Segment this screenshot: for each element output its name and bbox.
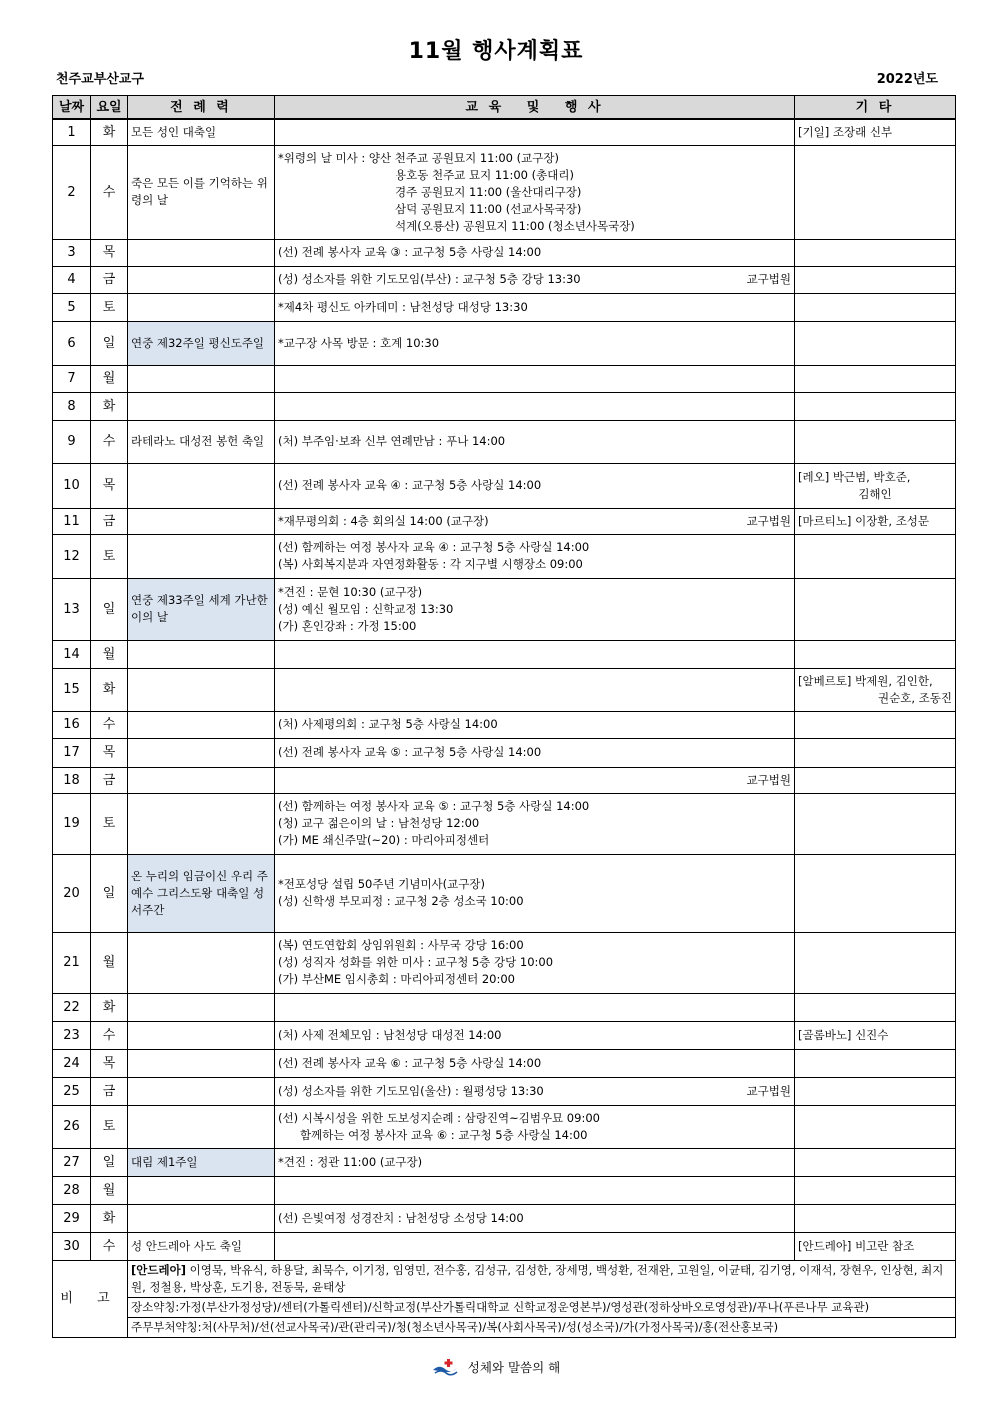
misc-cell bbox=[795, 1021, 956, 1049]
date-cell: 29 bbox=[53, 1204, 91, 1232]
weekday-cell: 토 bbox=[91, 534, 128, 578]
events-cell bbox=[275, 1204, 795, 1232]
liturgy-cell: 연중 제33주일 세계 가난한 이의 날 bbox=[128, 578, 275, 640]
notes-andrea bbox=[128, 1260, 956, 1297]
header-misc: 기 타 bbox=[795, 96, 956, 120]
header-events: 교 육 및 행 사 bbox=[275, 96, 795, 120]
date-cell: 27 bbox=[53, 1148, 91, 1176]
misc-cell bbox=[795, 534, 956, 578]
schedule-row bbox=[53, 793, 956, 854]
liturgy-cell bbox=[128, 266, 275, 293]
misc-cell bbox=[795, 668, 956, 711]
schedule-row bbox=[53, 1077, 956, 1105]
misc-cell bbox=[795, 293, 956, 321]
schedule-row bbox=[53, 365, 956, 392]
weekday-cell: 월 bbox=[91, 365, 128, 392]
schedule-row bbox=[53, 321, 956, 365]
event-line: 함께하는 여정 봉사자 교육 ⑥ : 교구청 5층 사랑실 14:00 bbox=[300, 1127, 588, 1142]
misc-cell bbox=[795, 508, 956, 534]
misc-cell bbox=[795, 1148, 956, 1176]
events-cell bbox=[275, 932, 795, 993]
date-cell: 23 bbox=[53, 1021, 91, 1049]
header-weekday: 요일 bbox=[91, 96, 128, 120]
date-cell: 6 bbox=[53, 321, 91, 365]
event-line: (가) 부산ME 임시총회 : 마리아피정센터 20:00 bbox=[278, 972, 515, 986]
liturgy-cell bbox=[128, 534, 275, 578]
misc-cell bbox=[795, 738, 956, 767]
events-cell bbox=[275, 578, 795, 640]
date-cell: 28 bbox=[53, 1176, 91, 1204]
event-line: (선) 함께하는 여정 봉사자 교육 ④ : 교구청 5층 사랑실 14:00 bbox=[278, 540, 590, 554]
events-cell bbox=[275, 463, 795, 508]
date-cell: 3 bbox=[53, 239, 91, 266]
events-cell bbox=[275, 1148, 795, 1176]
liturgy-cell bbox=[128, 932, 275, 993]
schedule-row bbox=[53, 1176, 956, 1204]
liturgy-cell bbox=[128, 365, 275, 392]
misc-cell bbox=[795, 321, 956, 365]
event-line: *견진 : 문현 10:30 (교구장) bbox=[278, 584, 423, 599]
schedule-row bbox=[53, 1204, 956, 1232]
weekday-cell: 토 bbox=[91, 793, 128, 854]
misc-cell bbox=[795, 1077, 956, 1105]
notes-places: 장소약칭:가정(부산가정성당)/센터(가톨릭센터)/신학교정(부산가톨릭대학교 신학교정운영본부)/영성관(정하상바오로영성관)/푸나(푸른나무 교육관) bbox=[128, 1297, 956, 1317]
schedule-row bbox=[53, 392, 956, 420]
notes-andrea-names: 이영묵, 박유식, 하용달, 최묵수, 이기정, 임영민, 전수홍, 김성규, 김성한, 장세명, 백성환, 전재완, 고원일, 이균태, 김기영, 이재석, 장현우, 인상현, 최지원, 정철용, 박상훈, 도기용, 전동묵, 윤태상 bbox=[131, 1262, 944, 1294]
liturgy-cell bbox=[128, 711, 275, 738]
date-cell: 26 bbox=[53, 1105, 91, 1148]
misc-cell bbox=[795, 993, 956, 1021]
events-cell bbox=[275, 534, 795, 578]
schedule-row bbox=[53, 266, 956, 293]
date-cell: 11 bbox=[53, 508, 91, 534]
event-line: (처) 사제 전체모임 : 남천성당 대성전 14:00 bbox=[278, 1027, 502, 1042]
event-line: *재무평의회 : 4층 회의실 14:00 (교구장) bbox=[278, 513, 489, 528]
misc-cell bbox=[795, 767, 956, 793]
notes-andrea-tag: [안드레아] bbox=[131, 1262, 186, 1277]
events-cell bbox=[275, 1232, 795, 1260]
event-line: (선) 시복시성을 위한 도보성지순례 : 삼랑진역~김범우묘 09:00 bbox=[278, 1110, 600, 1125]
event-line: (성) 성소자를 위한 기도모임(부산) : 교구청 5층 강당 13:30 bbox=[278, 272, 581, 286]
schedule-row bbox=[53, 932, 956, 993]
event-line-with-note bbox=[278, 1083, 791, 1100]
events-cell bbox=[275, 420, 795, 463]
events-cell bbox=[275, 1105, 795, 1148]
liturgy-cell: 연중 제32주일 평신도주일 bbox=[128, 321, 275, 365]
schedule-row bbox=[53, 119, 956, 145]
weekday-cell: 목 bbox=[91, 1049, 128, 1077]
schedule-row bbox=[53, 420, 956, 463]
misc-cell bbox=[795, 1232, 956, 1260]
weekday-cell: 일 bbox=[91, 321, 128, 365]
weekday-cell: 화 bbox=[91, 668, 128, 711]
notes-label: 비 고 bbox=[53, 1260, 128, 1337]
date-cell: 9 bbox=[53, 420, 91, 463]
weekday-cell: 일 bbox=[91, 854, 128, 932]
date-cell: 19 bbox=[53, 793, 91, 854]
schedule-table bbox=[52, 95, 956, 1338]
event-line: (청) 교구 젊은이의 날 : 남천성당 12:00 bbox=[278, 816, 480, 830]
date-cell: 1 bbox=[53, 119, 91, 145]
schedule-row bbox=[53, 1232, 956, 1260]
table-header-row bbox=[53, 96, 956, 120]
misc-cell bbox=[795, 145, 956, 239]
schedule-row bbox=[53, 508, 956, 534]
events-cell bbox=[275, 1021, 795, 1049]
weekday-cell: 월 bbox=[91, 640, 128, 668]
liturgy-cell bbox=[128, 1105, 275, 1148]
date-cell: 13 bbox=[53, 578, 91, 640]
schedule-row bbox=[53, 854, 956, 932]
events-cell bbox=[275, 738, 795, 767]
weekday-cell: 수 bbox=[91, 1021, 128, 1049]
schedule-row bbox=[53, 993, 956, 1021]
event-line: *전포성당 설립 50주년 기념미사(교구장) bbox=[278, 877, 485, 891]
event-line: (처) 사제평의회 : 교구청 5층 사랑실 14:00 bbox=[278, 717, 498, 731]
misc-cell bbox=[795, 932, 956, 993]
liturgy-cell: 온 누리의 임금이신 우리 주 예수 그리스도왕 대축일 성서주간 bbox=[128, 854, 275, 932]
schedule-row bbox=[53, 1049, 956, 1077]
misc-line: [골롬바노] 신진수 bbox=[798, 1027, 889, 1042]
liturgy-cell bbox=[128, 508, 275, 534]
event-line: (성) 신학생 부모피정 : 교구청 2층 성소국 10:00 bbox=[278, 894, 524, 908]
misc-cell bbox=[795, 463, 956, 508]
court-note: 교구법원 bbox=[746, 772, 791, 787]
liturgy-cell: 라테라노 대성전 봉헌 축일 bbox=[128, 420, 275, 463]
weekday-cell: 목 bbox=[91, 738, 128, 767]
misc-cell bbox=[795, 420, 956, 463]
misc-line: 권순호, 조동진 bbox=[878, 690, 952, 705]
event-line: 용호동 천주교 묘지 11:00 (총대리) bbox=[395, 167, 574, 182]
liturgy-cell bbox=[128, 640, 275, 668]
misc-cell bbox=[795, 1204, 956, 1232]
liturgy-cell bbox=[128, 239, 275, 266]
events-cell bbox=[275, 365, 795, 392]
date-cell: 16 bbox=[53, 711, 91, 738]
events-cell bbox=[275, 508, 795, 534]
event-line: (선) 은빛여정 성경잔치 : 남천성당 소성당 14:00 bbox=[278, 1210, 524, 1225]
misc-cell bbox=[795, 392, 956, 420]
weekday-cell: 일 bbox=[91, 1148, 128, 1176]
event-line: (선) 전례 봉사자 교육 ④ : 교구청 5층 사랑실 14:00 bbox=[278, 478, 542, 492]
schedule-row bbox=[53, 293, 956, 321]
date-cell: 14 bbox=[53, 640, 91, 668]
event-line: (선) 함께하는 여정 봉사자 교육 ⑤ : 교구청 5층 사랑실 14:00 bbox=[278, 799, 590, 813]
events-cell bbox=[275, 668, 795, 711]
date-cell: 22 bbox=[53, 993, 91, 1021]
notes-offices: 주무부처약칭:처(사무처)/선(선교사목국)/관(관리국)/청(청소년사목국)/복(사회사목국)/성(성소국)/가(가정사목국)/홍(전산홍보국) bbox=[128, 1317, 956, 1337]
liturgy-cell bbox=[128, 668, 275, 711]
liturgy-cell bbox=[128, 767, 275, 793]
misc-cell bbox=[795, 793, 956, 854]
misc-cell bbox=[795, 711, 956, 738]
event-line: (선) 전례 봉사자 교육 ⑤ : 교구청 5층 사랑실 14:00 bbox=[278, 745, 542, 759]
events-cell bbox=[275, 711, 795, 738]
liturgy-cell bbox=[128, 738, 275, 767]
liturgy-cell bbox=[128, 1021, 275, 1049]
misc-line: [마르티노] 이장환, 조성문 bbox=[798, 513, 930, 528]
date-cell: 18 bbox=[53, 767, 91, 793]
misc-line: [기일] 조장래 신부 bbox=[798, 124, 893, 139]
date-cell: 8 bbox=[53, 392, 91, 420]
weekday-cell: 금 bbox=[91, 767, 128, 793]
liturgy-cell bbox=[128, 1204, 275, 1232]
liturgy-cell bbox=[128, 793, 275, 854]
misc-cell bbox=[795, 578, 956, 640]
schedule-row bbox=[53, 711, 956, 738]
liturgy-cell bbox=[128, 1176, 275, 1204]
liturgy-cell bbox=[128, 1049, 275, 1077]
weekday-cell: 금 bbox=[91, 266, 128, 293]
notes-row-2 bbox=[53, 1297, 956, 1317]
weekday-cell: 화 bbox=[91, 392, 128, 420]
misc-cell bbox=[795, 854, 956, 932]
liturgy-cell bbox=[128, 993, 275, 1021]
event-line: 삼덕 공원묘지 11:00 (선교사목국장) bbox=[395, 201, 582, 216]
diocese-logo-icon bbox=[432, 1358, 458, 1379]
weekday-cell: 금 bbox=[91, 508, 128, 534]
event-line: 경주 공원묘지 11:00 (울산대리구장) bbox=[395, 184, 582, 199]
schedule-row bbox=[53, 239, 956, 266]
weekday-cell: 화 bbox=[91, 119, 128, 145]
date-cell: 21 bbox=[53, 932, 91, 993]
event-line: 석계(오룡산) 공원묘지 11:00 (청소년사목국장) bbox=[395, 218, 635, 233]
organization-name: 천주교부산교구 bbox=[56, 72, 144, 87]
misc-cell bbox=[795, 119, 956, 145]
date-cell: 2 bbox=[53, 145, 91, 239]
schedule-row bbox=[53, 1148, 956, 1176]
schedule-row bbox=[53, 463, 956, 508]
event-line: *견진 : 정관 11:00 (교구장) bbox=[278, 1154, 423, 1169]
date-cell: 10 bbox=[53, 463, 91, 508]
liturgy-cell: 모든 성인 대축일 bbox=[128, 119, 275, 145]
liturgy-cell: 성 안드레아 사도 축일 bbox=[128, 1232, 275, 1260]
events-cell bbox=[275, 793, 795, 854]
event-line: (성) 성소자를 위한 기도모임(울산) : 월평성당 13:30 bbox=[278, 1083, 544, 1098]
court-note: 교구법원 bbox=[746, 1083, 791, 1098]
events-cell bbox=[275, 145, 795, 239]
misc-line: [알베르토] 박제원, 김인한, bbox=[798, 673, 933, 688]
event-line: (처) 부주임·보좌 신부 연례만남 : 푸나 14:00 bbox=[278, 434, 506, 448]
weekday-cell: 목 bbox=[91, 463, 128, 508]
weekday-cell: 수 bbox=[91, 1232, 128, 1260]
event-line: *제4차 평신도 아카데미 : 남천성당 대성당 13:30 bbox=[278, 299, 528, 314]
date-cell: 7 bbox=[53, 365, 91, 392]
events-cell bbox=[275, 239, 795, 266]
notes-row-3 bbox=[53, 1317, 956, 1337]
court-note: 교구법원 bbox=[746, 272, 791, 286]
weekday-cell: 월 bbox=[91, 932, 128, 993]
misc-cell bbox=[795, 266, 956, 293]
weekday-cell: 수 bbox=[91, 145, 128, 239]
schedule-row bbox=[53, 1021, 956, 1049]
header-date: 날짜 bbox=[53, 96, 91, 120]
weekday-cell: 일 bbox=[91, 578, 128, 640]
weekday-cell: 월 bbox=[91, 1176, 128, 1204]
event-line: (성) 성직자 성화를 위한 미사 : 교구청 5층 강당 10:00 bbox=[278, 955, 554, 969]
events-cell bbox=[275, 266, 795, 293]
event-line: (복) 연도연합회 상임위원회 : 사무국 강당 16:00 bbox=[278, 938, 524, 952]
event-line: (선) 전례 봉사자 교육 ⑥ : 교구청 5층 사랑실 14:00 bbox=[278, 1055, 542, 1070]
liturgy-cell bbox=[128, 1077, 275, 1105]
event-line-with-note bbox=[278, 271, 791, 288]
date-cell: 12 bbox=[53, 534, 91, 578]
year-label: 2022년도 bbox=[876, 72, 938, 87]
event-line: *교구장 사목 방문 : 호계 10:30 bbox=[278, 335, 440, 350]
event-line: (선) 전례 봉사자 교육 ③ : 교구청 5층 사랑실 14:00 bbox=[278, 245, 542, 259]
events-cell bbox=[275, 1049, 795, 1077]
schedule-row bbox=[53, 145, 956, 239]
event-line: *위령의 날 미사 : 양산 천주교 공원묘지 11:00 (교구장) bbox=[278, 150, 559, 165]
misc-line: [레오] 박근범, 박호준, bbox=[798, 469, 911, 484]
date-cell: 4 bbox=[53, 266, 91, 293]
schedule-row bbox=[53, 640, 956, 668]
weekday-cell: 토 bbox=[91, 1105, 128, 1148]
events-cell bbox=[275, 119, 795, 145]
liturgy-cell bbox=[128, 293, 275, 321]
event-line: (가) ME 쇄신주말(~20) : 마리아피정센터 bbox=[278, 833, 490, 847]
event-line: (복) 사회복지분과 자연정화활동 : 각 지구별 시행장소 09:00 bbox=[278, 557, 583, 571]
date-cell: 20 bbox=[53, 854, 91, 932]
misc-cell bbox=[795, 1105, 956, 1148]
weekday-cell: 화 bbox=[91, 1204, 128, 1232]
weekday-cell: 수 bbox=[91, 711, 128, 738]
schedule-row bbox=[53, 578, 956, 640]
misc-cell bbox=[795, 640, 956, 668]
footer bbox=[0, 1358, 992, 1379]
misc-cell bbox=[795, 239, 956, 266]
events-cell bbox=[275, 854, 795, 932]
weekday-cell: 토 bbox=[91, 293, 128, 321]
footer-slogan: 성체와 말씀의 해 bbox=[467, 1360, 561, 1375]
events-cell bbox=[275, 1077, 795, 1105]
weekday-cell: 수 bbox=[91, 420, 128, 463]
weekday-cell: 금 bbox=[91, 1077, 128, 1105]
schedule-row bbox=[53, 1105, 956, 1148]
date-cell: 15 bbox=[53, 668, 91, 711]
liturgy-cell bbox=[128, 463, 275, 508]
weekday-cell: 화 bbox=[91, 993, 128, 1021]
event-line: (가) 혼인강좌 : 가정 15:00 bbox=[278, 618, 417, 633]
event-line: (성) 예신 월모임 : 신학교정 13:30 bbox=[278, 601, 454, 616]
date-cell: 25 bbox=[53, 1077, 91, 1105]
misc-line: 김해인 bbox=[858, 486, 892, 501]
events-cell bbox=[275, 993, 795, 1021]
misc-cell bbox=[795, 1049, 956, 1077]
events-cell bbox=[275, 392, 795, 420]
page-title: 11월 행사계획표 bbox=[408, 39, 584, 64]
events-cell bbox=[275, 767, 795, 793]
events-cell bbox=[275, 293, 795, 321]
liturgy-cell bbox=[128, 392, 275, 420]
event-line-with-note bbox=[278, 513, 791, 530]
header-liturgy: 전 례 력 bbox=[128, 96, 275, 120]
schedule-row bbox=[53, 738, 956, 767]
weekday-cell: 목 bbox=[91, 239, 128, 266]
notes-row-1 bbox=[53, 1260, 956, 1297]
date-cell: 5 bbox=[53, 293, 91, 321]
events-cell bbox=[275, 321, 795, 365]
misc-cell bbox=[795, 365, 956, 392]
misc-cell bbox=[795, 1176, 956, 1204]
date-cell: 24 bbox=[53, 1049, 91, 1077]
date-cell: 17 bbox=[53, 738, 91, 767]
schedule-row bbox=[53, 668, 956, 711]
schedule-row bbox=[53, 534, 956, 578]
misc-line: [안드레아] 비고란 참조 bbox=[798, 1238, 915, 1253]
events-cell bbox=[275, 1176, 795, 1204]
liturgy-cell: 대림 제1주일 bbox=[128, 1148, 275, 1176]
schedule-row bbox=[53, 767, 956, 793]
date-cell: 30 bbox=[53, 1232, 91, 1260]
court-note: 교구법원 bbox=[746, 513, 791, 528]
events-cell bbox=[275, 640, 795, 668]
liturgy-cell: 죽은 모든 이를 기억하는 위령의 날 bbox=[128, 145, 275, 239]
